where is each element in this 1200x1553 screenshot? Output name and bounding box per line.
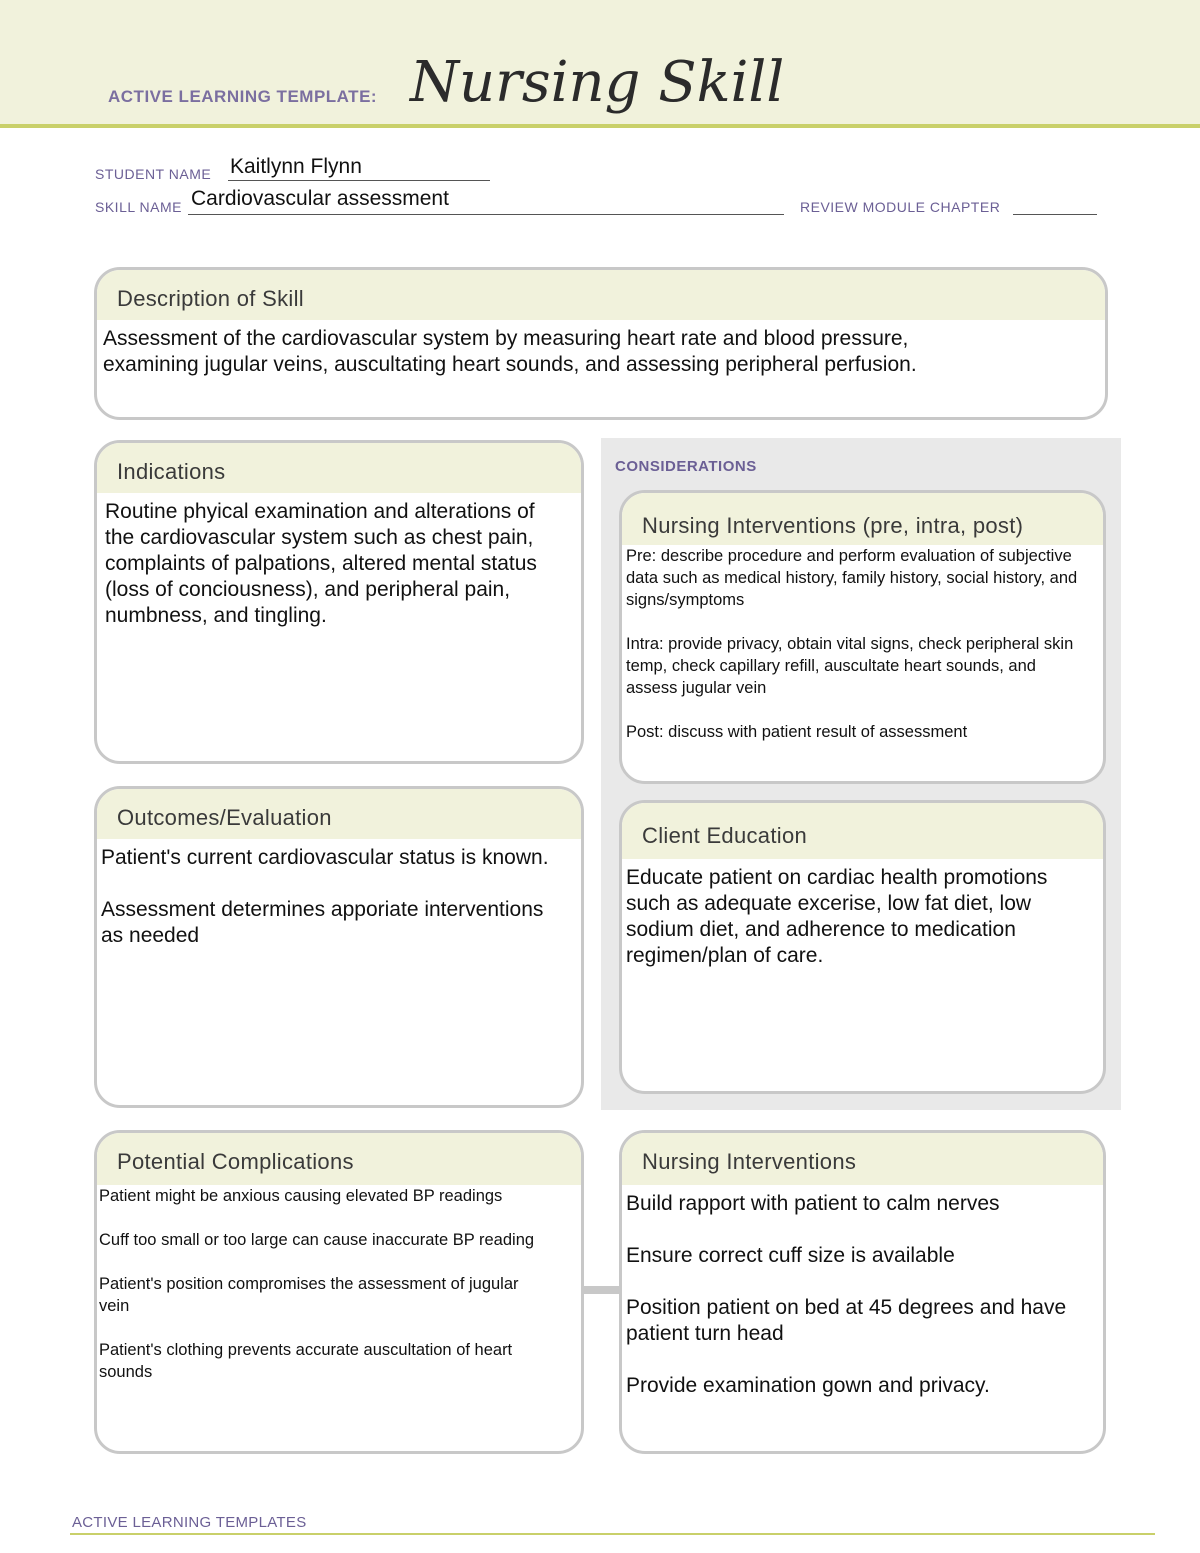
nursing-interventions-pip-heading: Nursing Interventions (pre, intra, post)	[622, 493, 1103, 545]
nursing-interventions-box	[619, 1130, 1106, 1454]
student-name-label: STUDENT NAME	[95, 166, 212, 182]
potential-complications-heading: Potential Complications	[97, 1133, 581, 1185]
description-text[interactable]: Assessment of the cardiovascular system by measuring heart rate and blood pressure, examining jugular veins, auscultating heart sounds, and assessing peripheral perfusion.	[103, 327, 917, 376]
skill-name-field[interactable]: Cardiovascular assessment	[191, 187, 449, 210]
template-title: Nursing Skill	[410, 50, 785, 115]
nursing-interventions-heading: Nursing Interventions	[622, 1133, 1103, 1185]
description-heading: Description of Skill	[97, 270, 1105, 320]
outcomes-box	[94, 786, 584, 1108]
potential-complications-box	[94, 1130, 584, 1454]
skill-name-label: SKILL NAME	[95, 199, 182, 215]
client-education-box	[619, 800, 1106, 1094]
indications-box	[94, 440, 584, 764]
indications-text[interactable]: Routine phyical examination and alterations of the cardiovascular system such as chest pain, complaints of palpations, altered mental status (loss of conciousness), and peripheral pain, numbness, and tingling.	[105, 500, 537, 627]
potential-complications-text[interactable]: Patient might be anxious causing elevated BP readings Cuff too small or too large can cause inaccurate BP reading Patient's position compromises the assessment of jugular vein Patient's clothing prevents accurate auscultation of heart sounds	[99, 1187, 535, 1381]
outcomes-text[interactable]: Patient's current cardiovascular status is known. Assessment determines apporiate interventions as needed	[101, 846, 549, 947]
student-name-field[interactable]: Kaitlynn Flynn	[230, 155, 362, 178]
footer-text: ACTIVE LEARNING TEMPLATES	[72, 1514, 307, 1531]
client-education-text[interactable]: Educate patient on cardiac health promotions such as adequate excerise, low fat diet, low sodium diet, and adherence to medication regimen/plan of care.	[626, 866, 1048, 967]
review-module-label: REVIEW MODULE CHAPTER	[800, 199, 1001, 215]
description-box	[94, 267, 1108, 420]
indications-heading: Indications	[97, 443, 581, 493]
client-education-heading: Client Education	[622, 803, 1103, 859]
nursing-interventions-text[interactable]: Build rapport with patient to calm nerves Ensure correct cuff size is available Position patient on bed at 45 degrees and have patient turn head Provide examination gown and privacy.	[626, 1192, 1067, 1397]
nursing-interventions-pip-box	[619, 490, 1106, 784]
template-label: ACTIVE LEARNING TEMPLATE:	[108, 87, 378, 106]
footer-line	[70, 1533, 1155, 1535]
connector-bar	[583, 1286, 621, 1294]
considerations-label: CONSIDERATIONS	[615, 458, 757, 475]
nursing-interventions-pip-text[interactable]: Pre: describe procedure and perform evaluation of subjective data such as medical history, family history, social history, and signs/symptoms Intra: provide privacy, obtain vital signs, check peripheral skin temp, check capillary refill, auscultate heart sounds, and assess jugular vein Post: discuss with patient result of assessment	[626, 547, 1078, 741]
review-module-field[interactable]	[1013, 194, 1097, 215]
outcomes-heading: Outcomes/Evaluation	[97, 789, 581, 839]
